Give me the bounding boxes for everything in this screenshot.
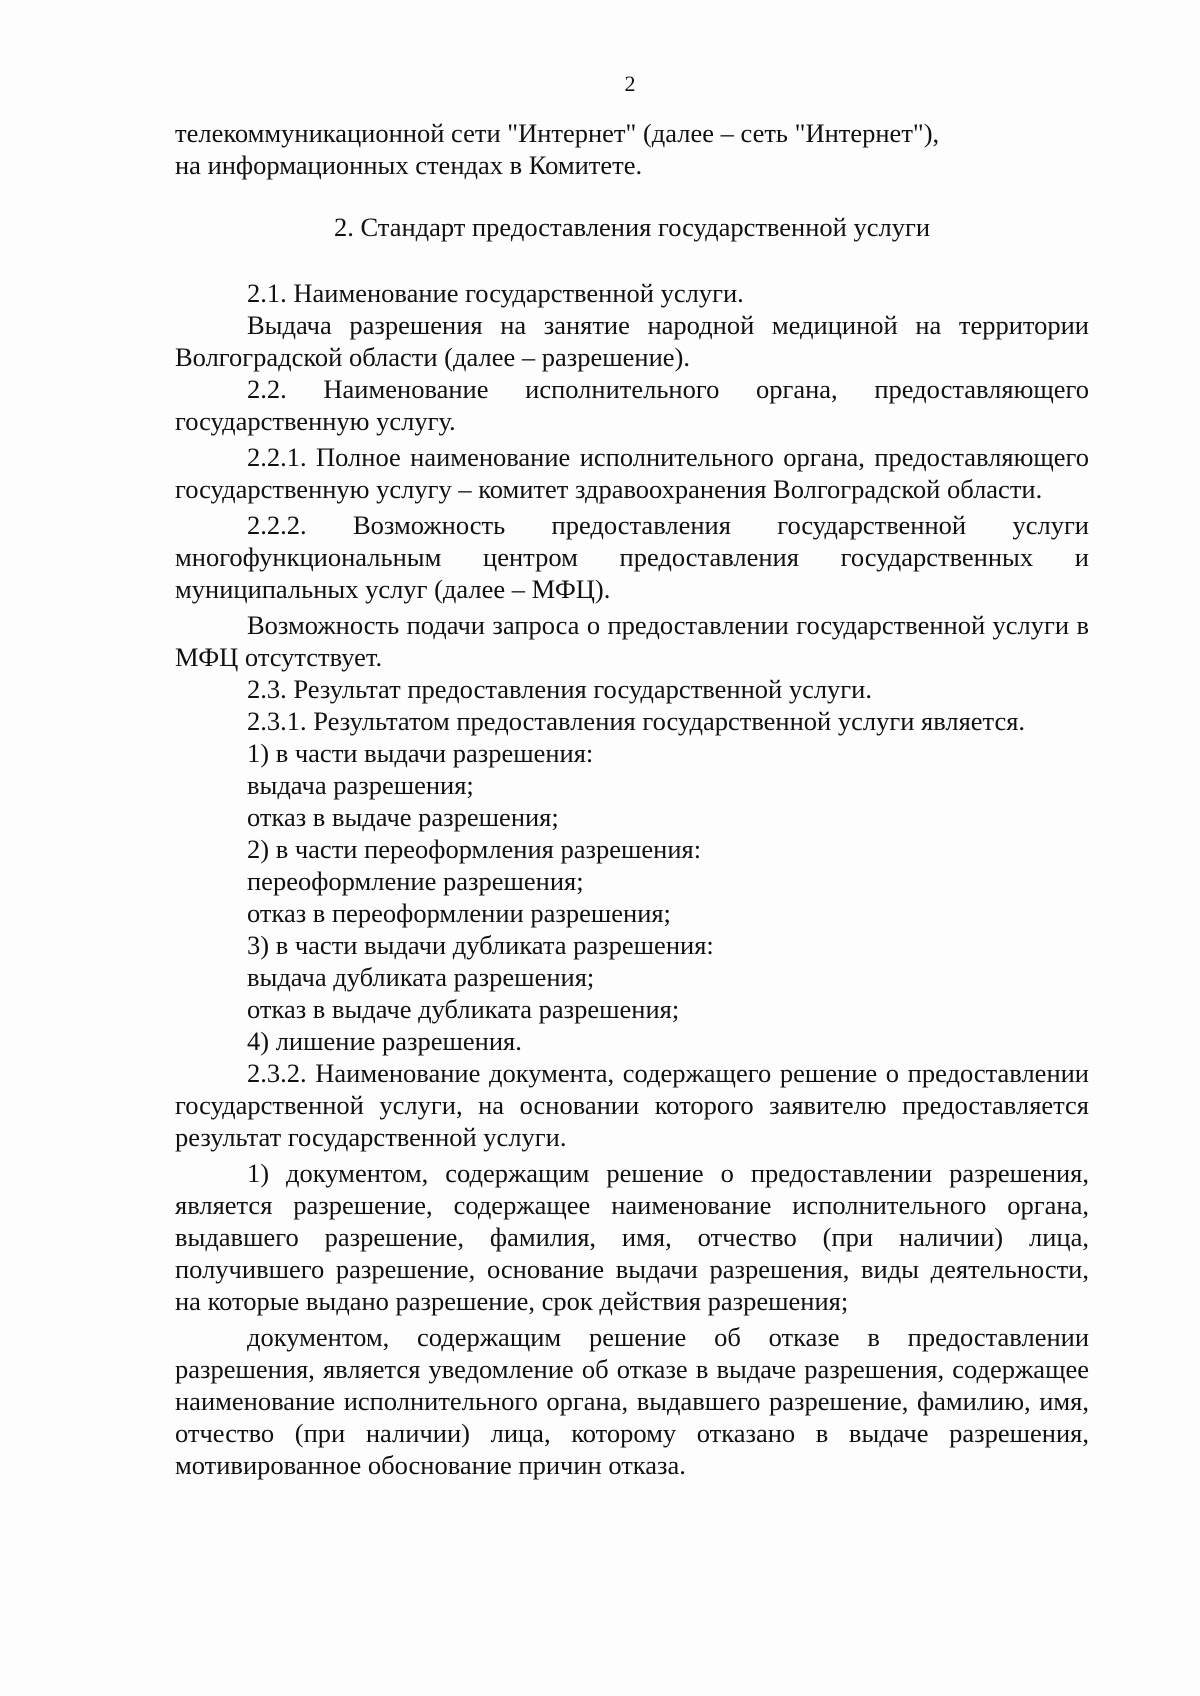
list-item: выдача разрешения; [247, 770, 474, 800]
list-item: отказ в выдаче дубликата разрешения; [247, 994, 680, 1024]
results-list [175, 737, 1089, 1057]
paragraph-2-2: 2.2. Наименование исполнительного органа, предоставляющего государственную услугу. [175, 374, 1089, 436]
paragraph-mfc: Возможность подачи запроса о предоставлении государственной услуги в МФЦ отсутствует. [175, 610, 1089, 672]
section-heading: 2. Стандарт предоставления государственной услуги [333, 212, 931, 242]
intro-line-2: на информационных стендах в Комитете. [175, 150, 643, 180]
paragraph-2-2-2: 2.2.2. Возможность предоставления государственной услуги многофункциональным центром предоставления государственных и муниципальных услуг (далее – МФЦ). [175, 510, 1089, 604]
list-item: отказ в выдаче разрешения; [247, 802, 559, 832]
list-item: 1) в части выдачи разрешения: [247, 738, 594, 768]
list-item: отказ в переоформлении разрешения; [247, 898, 671, 928]
paragraph-2-3-1: 2.3.1. Результатом предоставления государственной услуги является. [247, 706, 1026, 736]
list-item: 4) лишение разрешения. [247, 1026, 522, 1056]
intro-line-1: телекоммуникационной сети "Интернет" (далее – сеть "Интернет"), [175, 118, 940, 148]
paragraph-document-refusal: документом, содержащим решение об отказе в предоставлении разрешения, является уведомление об отказе в выдаче разрешения, содержащее наименование исполнительного органа, выдавшего разрешение, фамилию, имя, отчество (при наличии) лица, которому отказано в выдаче разрешения, мотивированное обоснование причин отказа. [175, 1322, 1089, 1480]
paragraph-document-grant: 1) документом, содержащим решение о предоставлении разрешения, является разрешение, содержащее наименование исполнительного органа, выдавшего разрешение, фамилия, имя, отчество (при наличии) лица, получившего разрешение, основание выдачи разрешения, виды деятельности, на которые выдано разрешение, срок действия разрешения; [175, 1158, 1089, 1316]
paragraph-2-1-text: Выдача разрешения на занятие народной медициной на территории Волгоградской области (далее – разрешение). [175, 310, 1089, 372]
page-number: 2 [624, 71, 636, 96]
paragraph-2-3: 2.3. Результат предоставления государственной услуги. [247, 674, 872, 704]
list-item: переоформление разрешения; [247, 866, 584, 896]
list-item: 3) в части выдачи дубликата разрешения: [247, 930, 714, 960]
list-item: выдача дубликата разрешения; [247, 962, 595, 992]
paragraph-2-3-2: 2.3.2. Наименование документа, содержащего решение о предоставлении государственной услуги, на основании которого заявителю предоставляется результат государственной услуги. [175, 1058, 1089, 1152]
list-item: 2) в части переоформления разрешения: [247, 834, 702, 864]
paragraph-2-1: 2.1. Наименование государственной услуги. [247, 278, 744, 308]
paragraph-2-2-1: 2.2.1. Полное наименование исполнительного органа, предоставляющего государственную услугу – комитет здравоохранения Волгоградской области. [175, 442, 1089, 504]
document-body [175, 117, 1089, 1481]
